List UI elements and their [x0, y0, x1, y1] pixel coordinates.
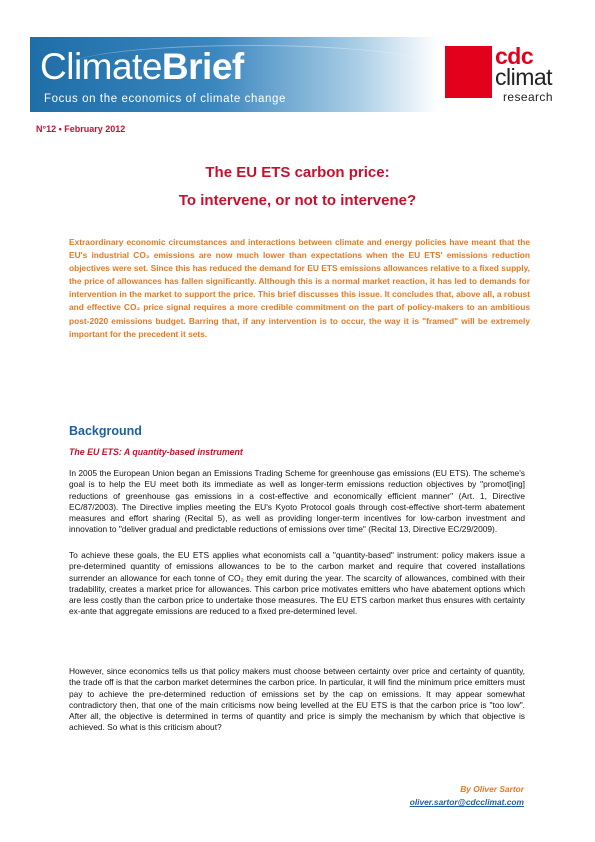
- cdc-climat-logo: [445, 42, 570, 122]
- brand-light: Climate: [40, 46, 162, 87]
- logo-line-2: climat: [495, 64, 553, 90]
- logo-red-block: [445, 46, 492, 98]
- abstract: Extraordinary economic circumstances and interactions between climate and energy policies have meant that the EU's industrial CO₂ emissions are now much lower than expectations when the EU ETS' emissions reduction objectives were set. Since this has reduced the demand for EU ETS emissions allowances relative to a fixed supply, the price of allowances has fallen significantly. Although this is a normal market reaction, it has led to demands for intervention in the market to support the price. This brief discusses this issue. It concludes that, above all, a robust and effective CO₂ price signal requires a more credible commitment on the part of policy-makers to an ambitious post-2020 emissions budget. Barring that, if any intervention is to occur, the way it is "framed" will be extremely important for the precedent it sets.: [69, 237, 530, 339]
- brand-title: [40, 43, 244, 91]
- issue-number: N°12 • February 2012: [36, 124, 126, 134]
- section-subheading: The EU ETS: A quantity-based instrument: [69, 447, 243, 457]
- logo-line-1: cdc: [495, 43, 534, 69]
- logo-line-3: research: [503, 90, 553, 104]
- author-email-link[interactable]: oliver.sartor@cdcclimat.com: [409, 797, 524, 807]
- header-banner: [30, 37, 438, 112]
- brand-tagline: Focus on the economics of climate change: [44, 93, 286, 105]
- body-paragraph-1: In 2005 the European Union began an Emissions Trading Scheme for greenhouse gas emissions (EU ETS). The scheme's goal is to help the EU meet both its immediate as well as longer-term emissions reduction objectives by "promot[ing] reductions of greenhouse gas emissions in a cost-effective and economically efficient manner" (Art. 1, Directive EC/87/2003). The Directive implies meeting the EU's Kyoto Protocol goals through cost-effective short-term abatement measures and effort sharing (Recital 5), as well as providing longer-term incentives for low-carbon investment and innovation to "deliver gradual and predictable reductions of emissions over time" (Recital 13, Directive EC/29/2009).: [69, 468, 525, 535]
- title-line-1: The EU ETS carbon price:: [205, 164, 390, 181]
- title-line-2: To intervene, or not to intervene?: [178, 192, 417, 209]
- body-paragraph-2: To achieve these goals, the EU ETS applies what economists call a "quantity-based" instrument: policy makers issue a pre-determined quantity of emissions allowances to be to the carbon market and require that covered installations surrender an allowance for each tonne of CO₂ they emit during the year. The scarcity of allowances, combined with their tradability, creates a market price for allowances. This carbon price motivates emitters who have abatement options which are less costly than the carbon price to undertake those measures. The EU ETS carbon market thus ensures with certainty ex-ante that aggregate emissions are reduced to a fixed pre-determined level.: [69, 550, 525, 617]
- brand-bold: Brief: [161, 46, 244, 87]
- section-heading: Background: [69, 424, 142, 438]
- author-byline: By Oliver Sartor: [460, 784, 524, 794]
- body-paragraph-3: However, since economics tells us that policy makers must choose between certainty over price and certainty of quantity, the trade off is that the carbon market determines the carbon price. In particular, it will find the minimum price emitters must pay to achieve the pre-determined reduction of emissions set by the cap on emissions. It may appear somewhat contradictory then, that one of the main criticisms now being levelled at the EU ETS is that the carbon price is "too low". After all, the objective is determined in terms of quantity and price is simply the mechanism by which that objective is achieved. So what is this criticism about?: [69, 666, 525, 733]
